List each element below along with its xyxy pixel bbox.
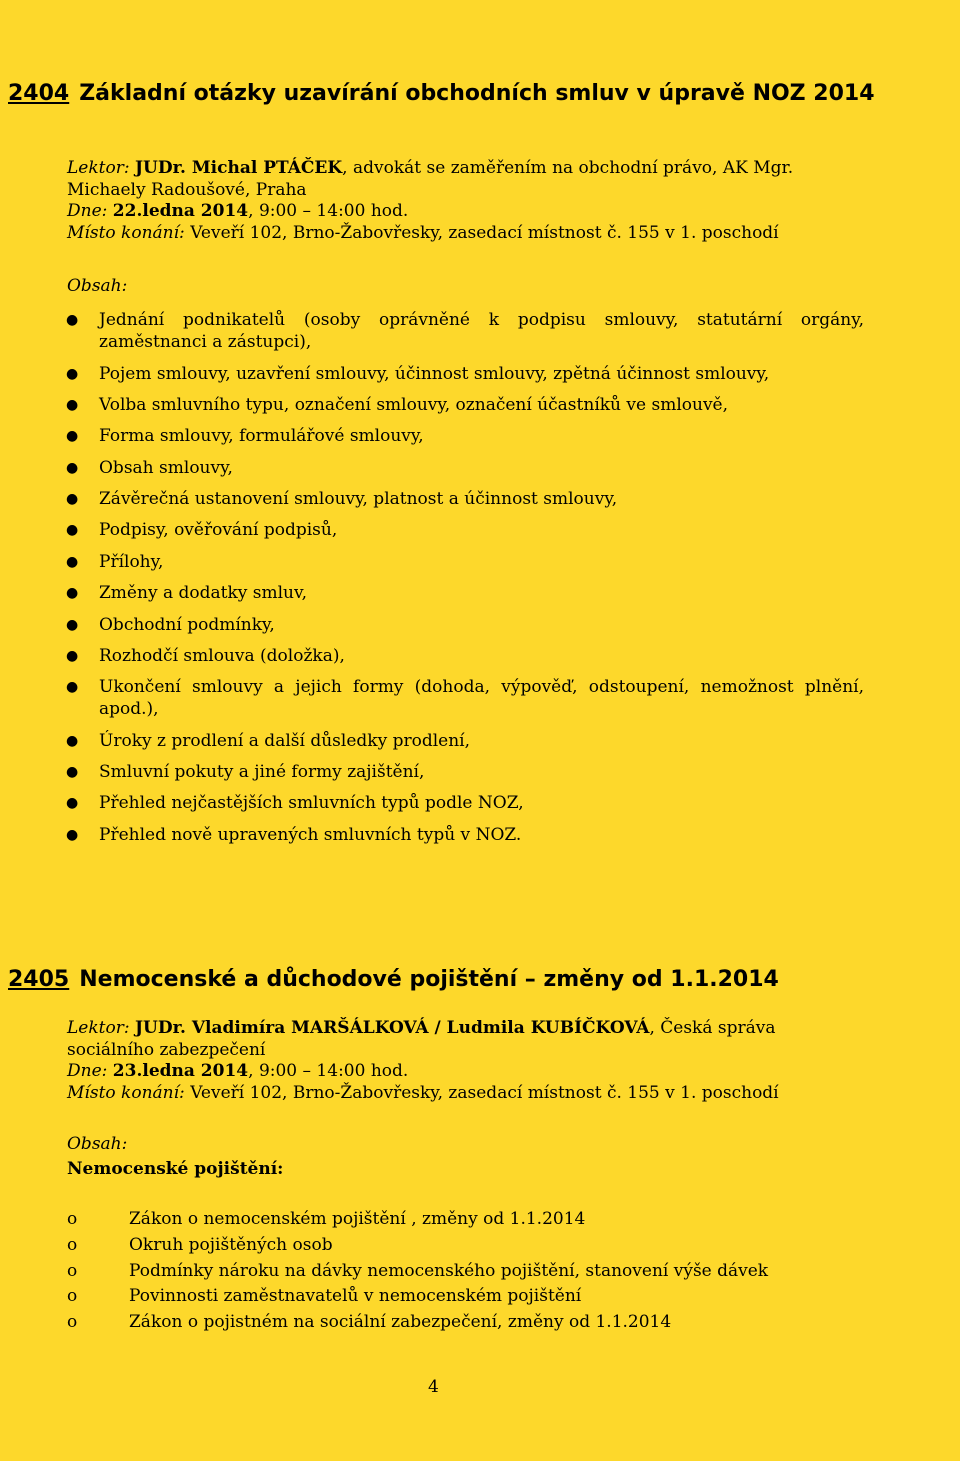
dne-date: 22.ledna 2014: [112, 201, 249, 221]
bullet-icon: ●: [66, 648, 79, 664]
lektor-line: [67, 1018, 867, 1061]
dne-time: , 9:00 – 14:00 hod.: [248, 1061, 409, 1081]
course-2405-title: [8, 966, 878, 994]
course-title-text: Nemocenské a důchodové pojištění – změny od 1.1.2014: [79, 967, 779, 992]
lektor-line: [67, 158, 867, 201]
misto-label: Místo konání:: [67, 222, 185, 243]
dne-label: Dne:: [67, 201, 108, 221]
dne-line: [67, 1061, 867, 1083]
bullet-icon: ●: [66, 460, 79, 476]
list-item: Volba smluvního typu, označení smlouvy, označení účastníků ve smlouvě,: [99, 395, 729, 415]
course-number: 2404: [8, 81, 70, 106]
dne-label: Dne:: [67, 1061, 108, 1081]
dne-time: , 9:00 – 14:00 hod.: [248, 201, 409, 221]
lektor-name: JUDr. Vladimíra MARŠÁLKOVÁ / Ludmila KUBÍČKOVÁ: [134, 1018, 650, 1038]
list-item: Závěrečná ustanovení smlouvy, platnost a účinnost smlouvy,: [99, 489, 618, 509]
lektor-label: Lektor:: [67, 158, 130, 178]
lektor-name: JUDr. Michal PTÁČEK: [134, 158, 343, 178]
bullet-icon: ●: [66, 679, 79, 695]
list-item: Okruh pojištěných osob: [129, 1235, 333, 1255]
misto-value: Veveří 102, Brno-Žabovřesky, zasedací místnost č. 155 v 1. poschodí: [190, 222, 779, 243]
bullet-icon: ●: [66, 585, 79, 601]
bullet-icon: ●: [66, 554, 79, 570]
lektor-details: , advokát se zaměřením na obchodní právo, AK Mgr. Michaely Radoušové, Praha: [67, 158, 794, 200]
list-item: Úroky z prodlení a další důsledky prodlení,: [99, 731, 470, 751]
lektor-details: , Česká správa sociálního zabezpečení: [67, 1018, 776, 1060]
list-item: Ukončení smlouvy a jejich formy (dohoda, výpověď, odstoupení, nemožnost plnění, apod.),: [99, 677, 864, 719]
misto-label: Místo konání:: [67, 1082, 185, 1103]
misto-value: Veveří 102, Brno-Žabovřesky, zasedací místnost č. 155 v 1. poschodí: [190, 1082, 779, 1103]
bullet-icon: ●: [66, 522, 79, 538]
circle-bullet-icon: o: [67, 1312, 78, 1332]
section-heading: Nemocenské pojištění:: [67, 1159, 284, 1179]
obsah-label: Obsah:: [67, 1134, 128, 1154]
circle-bullet-icon: o: [67, 1209, 78, 1229]
course-2404-title: [8, 80, 878, 108]
bullet-icon: ●: [66, 795, 79, 811]
circle-bullet-icon: o: [67, 1261, 78, 1281]
misto-line: [67, 223, 867, 245]
circle-bullet-icon: o: [67, 1235, 78, 1255]
bullet-icon: ●: [66, 366, 79, 382]
list-item: Obchodní podmínky,: [99, 615, 275, 635]
list-item: Přehled nejčastějších smluvních typů podle NOZ,: [99, 793, 524, 813]
list-item: Zákon o nemocenském pojištění , změny od 1.1.2014: [129, 1209, 586, 1229]
bullet-icon: ●: [66, 491, 79, 507]
dne-date: 23.ledna 2014: [112, 1061, 249, 1081]
course-title-text: Základní otázky uzavírání obchodních smluv v úpravě NOZ 2014: [79, 81, 875, 106]
bullet-icon: ●: [66, 827, 79, 843]
course-2405-meta: [67, 1018, 867, 1104]
bullet-icon: ●: [66, 764, 79, 780]
list-item: Zákon o pojistném na sociální zabezpečení, změny od 1.1.2014: [129, 1312, 672, 1332]
list-item: Smluvní pokuty a jiné formy zajištění,: [99, 762, 425, 782]
list-item: Jednání podnikatelů (osoby oprávněné k podpisu smlouvy, statutární orgány, zaměstnanci a zástupci),: [99, 310, 864, 352]
bullet-icon: ●: [66, 733, 79, 749]
list-item: Podmínky nároku na dávky nemocenského pojištění, stanovení výše dávek: [129, 1261, 769, 1281]
list-item: Změny a dodatky smluv,: [99, 583, 307, 603]
list-item: Podpisy, ověřování podpisů,: [99, 520, 338, 540]
list-item: Přehled nově upravených smluvních typů v NOZ.: [99, 825, 522, 845]
bullet-icon: ●: [66, 428, 79, 444]
circle-bullet-icon: o: [67, 1286, 78, 1306]
list-item: Povinnosti zaměstnavatelů v nemocenském pojištění: [129, 1286, 582, 1306]
misto-line: [67, 1083, 867, 1105]
course-2404-meta: [67, 158, 867, 244]
course-number: 2405: [8, 967, 70, 992]
list-item: Forma smlouvy, formulářové smlouvy,: [99, 426, 424, 446]
bullet-icon: ●: [66, 617, 79, 633]
list-item: Rozhodčí smlouva (doložka),: [99, 646, 345, 666]
lektor-label: Lektor:: [67, 1018, 130, 1038]
list-item: Obsah smlouvy,: [99, 458, 233, 478]
obsah-label: Obsah:: [67, 276, 128, 296]
list-item: Přílohy,: [99, 552, 164, 572]
list-item: Pojem smlouvy, uzavření smlouvy, účinnost smlouvy, zpětná účinnost smlouvy,: [99, 364, 770, 384]
bullet-icon: ●: [66, 312, 79, 328]
bullet-icon: ●: [66, 397, 79, 413]
page-number: 4: [428, 1377, 439, 1397]
dne-line: [67, 201, 867, 223]
